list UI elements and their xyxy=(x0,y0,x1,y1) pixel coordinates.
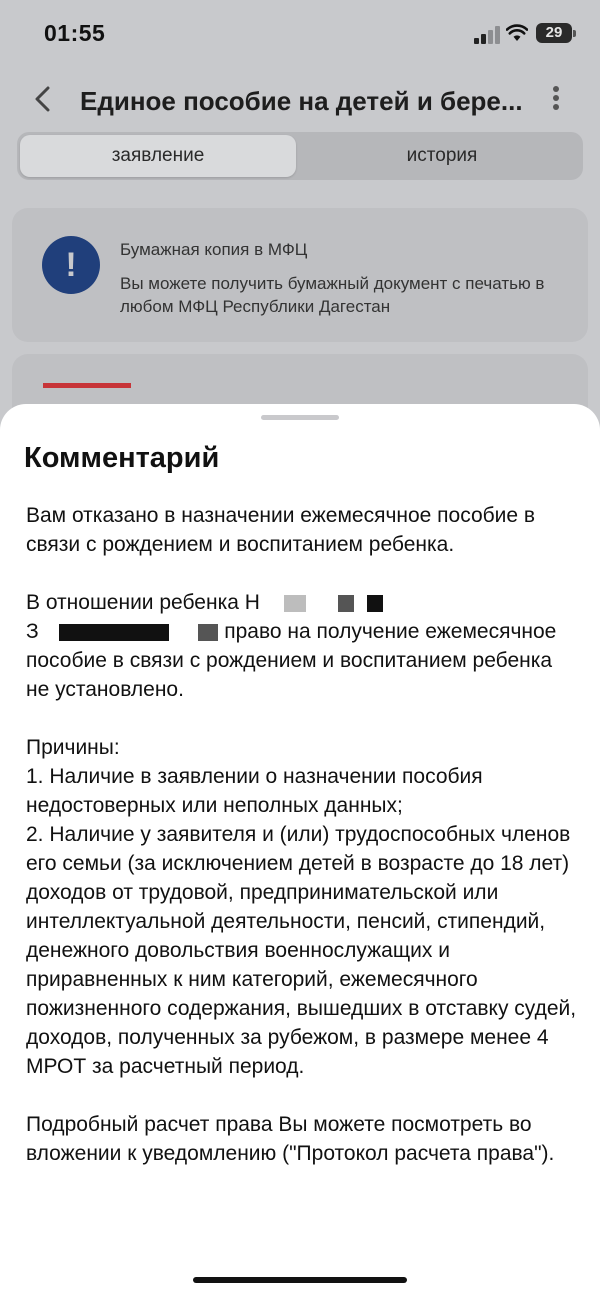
redacted-block xyxy=(59,624,169,641)
child-paragraph xyxy=(26,588,578,704)
redacted-block xyxy=(284,595,306,612)
status-time: 01:55 xyxy=(44,20,106,46)
reasons-label: Причины: xyxy=(26,736,120,759)
redacted-block xyxy=(338,595,354,612)
battery-level: 29 xyxy=(545,24,563,41)
exclamation-icon: ! xyxy=(42,236,100,294)
reason-1: 1. Наличие в заявлении о назначении пособия недостоверных или неполных данных; xyxy=(26,765,483,817)
comment-bottom-sheet xyxy=(0,404,600,1297)
back-arrow-icon[interactable] xyxy=(30,86,56,112)
child-text-start: В отношении ребенка Н xyxy=(26,591,260,614)
reason-2: 2. Наличие у заявителя и (или) трудоспособных членов его семьи (за исключением детей в возрасте до 18 лет) доходов от трудовой, предпринимательской или интеллектуальной деятельности, пенсий, стипендий, денежного довольствия военнослужащих и приравненных к ним категорий, ежемесячного пожизненного содержания, вышедших в отставку судей, доходов, полученных за рубежом, в размере менее 4 МРОТ за расчетный период. xyxy=(26,823,577,1078)
signal-icon xyxy=(474,26,500,44)
tab-application[interactable]: заявление xyxy=(20,135,296,177)
redacted-block xyxy=(367,595,383,612)
protocol-footer: Подробный расчет права Вы можете посмотреть во вложении к уведомлению ("Протокол расчета права"). xyxy=(26,1113,555,1165)
redacted-block xyxy=(198,624,218,641)
tab-bar xyxy=(17,132,583,180)
sheet-drag-handle[interactable] xyxy=(261,415,339,420)
battery-icon xyxy=(536,23,572,43)
status-bar xyxy=(0,0,600,70)
wifi-icon xyxy=(506,24,528,42)
comment-body xyxy=(26,501,578,1168)
page-title: Единое пособие на детей и бере... xyxy=(80,86,523,116)
info-card-paper-copy xyxy=(12,208,588,342)
home-indicator[interactable] xyxy=(193,1277,407,1283)
more-options-icon[interactable] xyxy=(550,86,562,114)
status-indicator-bar xyxy=(43,383,131,388)
info-card-title: Бумажная копия в МФЦ xyxy=(120,240,308,259)
child-text-line2: З xyxy=(26,620,39,643)
sheet-title: Комментарий xyxy=(24,442,220,474)
tab-history[interactable]: история xyxy=(406,145,478,166)
refusal-paragraph: Вам отказано в назначении ежемесячное пособие в связи с рождением и воспитанием ребенка. xyxy=(26,504,536,556)
info-card-text: Вы можете получить бумажный документ с печатью в любом МФЦ Республики Дагестан xyxy=(120,274,545,316)
child-text-end: право на получение ежемесячное пособие в связи с рождением и воспитанием ребенка не установлено. xyxy=(26,620,557,701)
